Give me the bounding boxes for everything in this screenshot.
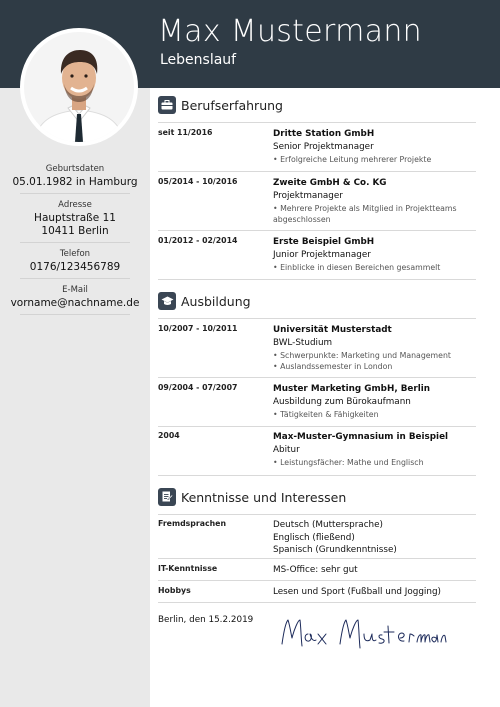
briefcase-icon — [158, 96, 176, 114]
skill-value: MS-Office: sehr gut — [273, 565, 358, 575]
entry-company: Erste Beispiel GmbH — [273, 237, 375, 247]
person-name: Max Mustermann — [158, 14, 422, 49]
experience-heading — [158, 96, 283, 114]
skill-value: Lesen und Sport (Fußball und Jogging) — [273, 587, 441, 597]
address-label: Adresse — [58, 200, 92, 210]
document-subtitle: Lebenslauf — [160, 52, 237, 68]
profile-photo — [20, 28, 138, 146]
birth-label: Geburtsdaten — [45, 164, 105, 174]
handwritten-signature — [278, 608, 448, 660]
place-date: Berlin, den 15.2.2019 — [158, 615, 254, 625]
entry-date: 2004 — [158, 431, 180, 440]
skill-value: Deutsch (Muttersprache) — [273, 520, 383, 530]
divider — [158, 171, 476, 172]
entry-degree: Ausbildung zum Bürokaufmann — [273, 397, 411, 407]
entry-institution: Universität Musterstadt — [273, 325, 392, 335]
entry-date: 01/2012 - 02/2014 — [158, 236, 238, 245]
divider — [20, 314, 130, 315]
entry-bullet: • Mehrere Projekte als Mitglied in Projektteams — [273, 204, 457, 213]
entry-role: Junior Projektmanager — [273, 250, 371, 260]
divider — [158, 279, 476, 280]
divider — [158, 426, 476, 427]
entry-bullet: abgeschlossen — [273, 215, 331, 224]
divider — [20, 278, 130, 279]
entry-bullet: • Einblicke in diesen Bereichen gesammelt — [273, 263, 441, 272]
phone-value: 0176/123456789 — [29, 261, 121, 273]
entry-date: seit 11/2016 — [158, 128, 213, 137]
contact-block — [0, 162, 150, 319]
entry-role: Projektmanager — [273, 191, 343, 201]
entry-company: Zweite GmbH & Co. KG — [273, 178, 387, 188]
experience-title: Berufserfahrung — [181, 97, 283, 113]
entry-degree: BWL-Studium — [273, 338, 333, 348]
divider — [20, 193, 130, 194]
entry-institution: Muster Marketing GmbH, Berlin — [273, 384, 431, 394]
skills-title: Kenntnisse und Interessen — [181, 489, 347, 505]
divider — [158, 514, 476, 515]
entry-date: 09/2004 - 07/2007 — [158, 383, 238, 392]
entry-bullet: • Erfolgreiche Leitung mehrerer Projekte — [273, 155, 432, 164]
skill-value: Spanisch (Grundkenntnisse) — [273, 545, 397, 555]
address-line1: Hauptstraße 11 — [34, 212, 116, 224]
entry-institution: Max-Muster-Gymnasium in Beispiel — [273, 432, 449, 442]
address-line2: 10411 Berlin — [41, 225, 109, 237]
education-heading — [158, 292, 251, 310]
divider — [158, 230, 476, 231]
divider — [20, 242, 130, 243]
divider — [158, 122, 476, 123]
skill-value: Englisch (fließend) — [273, 532, 355, 543]
phone-label: Telefon — [59, 249, 91, 259]
entry-role: Senior Projektmanager — [273, 142, 374, 152]
email-label: E-Mail — [62, 285, 88, 295]
divider — [158, 602, 476, 603]
divider — [158, 377, 476, 378]
entry-date: 10/2007 - 10/2011 — [158, 324, 238, 333]
email-value: vorname@nachname.de — [10, 297, 140, 309]
skill-label: IT-Kenntnisse — [158, 564, 218, 573]
graduation-cap-icon — [158, 292, 176, 310]
entry-date: 05/2014 - 10/2016 — [158, 177, 238, 186]
entry-degree: Abitur — [273, 445, 300, 455]
divider — [158, 580, 476, 581]
skills-heading — [158, 488, 346, 506]
entry-bullet: • Tätigkeiten & Fähigkeiten — [273, 410, 379, 419]
skill-label: Fremdsprachen — [158, 519, 227, 528]
divider — [158, 558, 476, 559]
education-title: Ausbildung — [181, 293, 251, 309]
entry-bullet: • Auslandssemester in London — [273, 362, 393, 371]
skill-label: Hobbys — [158, 586, 191, 595]
birth-value: 05.01.1982 in Hamburg — [12, 176, 138, 188]
divider — [158, 318, 476, 319]
entry-bullet: • Schwerpunkte: Marketing und Management — [273, 351, 451, 360]
entry-bullet: • Leistungsfächer: Mathe und Englisch — [273, 458, 424, 467]
document-edit-icon — [158, 488, 176, 506]
entry-company: Dritte Station GmbH — [273, 129, 375, 139]
divider — [158, 475, 476, 476]
